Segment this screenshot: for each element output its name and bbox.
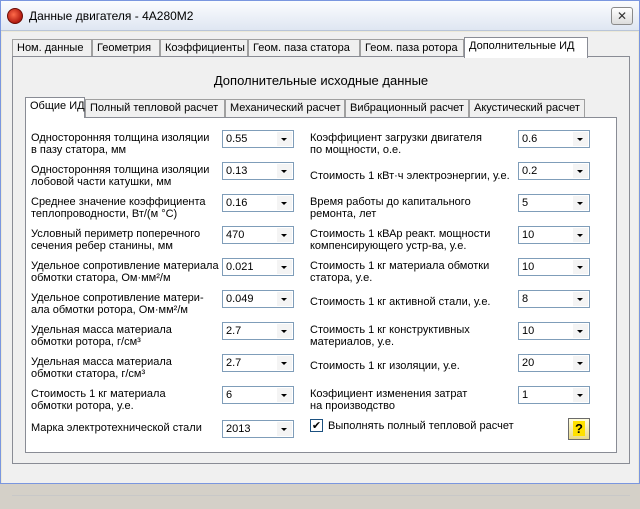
- stator-slot-insulation-select[interactable]: [222, 130, 294, 148]
- insulation-cost-select[interactable]: [518, 354, 590, 372]
- combo-value: 0.049: [226, 293, 254, 305]
- param-label: Стоимость 1 кг конструктивных: [310, 324, 470, 336]
- param-label: Коэффициент загрузки двигателя: [310, 132, 482, 144]
- chevron-down-icon[interactable]: [573, 388, 588, 402]
- chevron-down-icon[interactable]: [277, 324, 292, 338]
- chevron-down-icon[interactable]: [277, 132, 292, 146]
- tab-vibration-calc[interactable]: Вибрационный расчет: [345, 99, 469, 117]
- tab-nom-data[interactable]: Ном. данные: [12, 39, 92, 57]
- combo-value: 470: [226, 229, 245, 241]
- combo-value: 0.6: [522, 133, 538, 145]
- client-area: [2, 32, 638, 483]
- param-label: Стоимость 1 кг активной стали, у.е.: [310, 296, 491, 308]
- param-label: Односторонняя толщина изоляции: [31, 164, 210, 176]
- param-label: Односторонняя толщина изоляции: [31, 132, 210, 144]
- tab-additional-data[interactable]: Дополнительные ИД: [464, 37, 588, 58]
- param-label: Удельное сопротивление матери-: [31, 292, 204, 304]
- chevron-down-icon[interactable]: [277, 164, 292, 178]
- tab-coefficients[interactable]: Коэффициенты: [160, 39, 248, 57]
- chevron-down-icon[interactable]: [277, 260, 292, 274]
- param-label: ремонта, лет: [310, 208, 377, 220]
- param-label: статора, у.е.: [310, 272, 373, 284]
- tab-rotor-slot-geom[interactable]: Геом. паза ротора: [360, 39, 464, 57]
- chevron-down-icon[interactable]: [277, 356, 292, 370]
- combo-value: 2.7: [226, 357, 242, 369]
- tab-mechanical-calc[interactable]: Механический расчет: [225, 99, 345, 117]
- param-label: Время работы до капитального: [310, 196, 471, 208]
- rotor-winding-cost-select[interactable]: [222, 386, 294, 404]
- chevron-down-icon[interactable]: [573, 196, 588, 210]
- param-label: Стоимость 1 кг материала обмотки: [310, 260, 490, 272]
- energy-cost-select[interactable]: [518, 162, 590, 180]
- combo-value: 6: [226, 389, 233, 401]
- production-cost-factor-select[interactable]: [518, 386, 590, 404]
- combo-value: 1: [522, 389, 529, 401]
- window-title: Данные двигателя - 4А280М2: [29, 9, 194, 23]
- combo-value: 0.55: [226, 133, 248, 145]
- param-label: на производство: [310, 400, 396, 412]
- fin-perimeter-select[interactable]: [222, 226, 294, 244]
- combo-value: 0.2: [522, 165, 538, 177]
- tab-acoustic-calc[interactable]: Акустический расчет: [469, 99, 585, 117]
- additional-data-panel: [12, 56, 630, 464]
- param-label: ала обмотки ротора, Ом·мм²/м: [31, 304, 188, 316]
- chevron-down-icon[interactable]: [277, 388, 292, 402]
- chevron-down-icon[interactable]: [573, 132, 588, 146]
- section-title: Дополнительные исходные данные: [213, 73, 429, 88]
- rotor-resistivity-select[interactable]: [222, 290, 294, 308]
- param-label: Стоимость 1 кВАр реакт. мощности: [310, 228, 491, 240]
- active-steel-cost-select[interactable]: [518, 290, 590, 308]
- param-label: Среднее значение коэффициента: [31, 196, 206, 208]
- help-icon: ?: [575, 421, 583, 436]
- param-label: материалов, у.е.: [310, 336, 395, 348]
- steel-grade-select[interactable]: [222, 420, 294, 438]
- param-label: Удельная масса материала: [31, 324, 172, 336]
- combo-value: 0.13: [226, 165, 248, 177]
- param-label: Стоимость 1 кг материала: [31, 388, 166, 400]
- combo-value: 0.021: [226, 261, 254, 273]
- full-thermal-calc-checkbox[interactable]: ✔: [311, 419, 322, 432]
- param-label: сечения ребер станины, мм: [31, 240, 173, 252]
- full-thermal-calc-label: Выполнять полный тепловой расчет: [328, 420, 514, 432]
- param-label: обмотки статора, г/см³: [31, 368, 146, 380]
- close-button[interactable]: ✕: [611, 7, 633, 25]
- combo-value: 5: [522, 197, 529, 209]
- stator-resistivity-select[interactable]: [222, 258, 294, 276]
- param-label: Марка электротехнической стали: [31, 422, 202, 434]
- combo-value: 20: [522, 357, 535, 369]
- app-icon: [7, 8, 23, 24]
- param-label: лобовой части катушки, мм: [31, 176, 172, 188]
- param-label: Удельная масса материала: [31, 356, 172, 368]
- thermal-conductivity-select[interactable]: [222, 194, 294, 212]
- tab-full-thermal-calc[interactable]: Полный тепловой расчет: [85, 99, 225, 117]
- param-label: обмотки ротора, у.е.: [31, 400, 134, 412]
- chevron-down-icon[interactable]: [573, 292, 588, 306]
- param-label: теплопроводности, Вт/(м °С): [31, 208, 178, 220]
- bottom-bar: [12, 495, 630, 509]
- chevron-down-icon[interactable]: [573, 356, 588, 370]
- structural-materials-cost-select[interactable]: [518, 322, 590, 340]
- tab-stator-slot-geom[interactable]: Геом. паза статора: [248, 39, 360, 57]
- rotor-density-select[interactable]: [222, 322, 294, 340]
- inner-tab-strip: [25, 97, 617, 117]
- param-label: Коэфициент изменения затрат: [310, 388, 468, 400]
- chevron-down-icon[interactable]: [277, 196, 292, 210]
- chevron-down-icon[interactable]: [573, 164, 588, 178]
- tab-geometry[interactable]: Геометрия: [92, 39, 160, 57]
- tab-general-data[interactable]: Общие ИД: [25, 97, 85, 118]
- combo-value: 0.16: [226, 197, 248, 209]
- param-label: в пазу статора, мм: [31, 144, 127, 156]
- load-factor-select[interactable]: [518, 130, 590, 148]
- chevron-down-icon[interactable]: [573, 228, 588, 242]
- chevron-down-icon[interactable]: [573, 260, 588, 274]
- combo-value: 10: [522, 325, 535, 337]
- param-label: Условный периметр поперечного: [31, 228, 201, 240]
- param-label: обмотки статора, Ом·мм²/м: [31, 272, 171, 284]
- chevron-down-icon[interactable]: [573, 324, 588, 338]
- chevron-down-icon[interactable]: [277, 422, 292, 436]
- param-label: по мощности, о.е.: [310, 144, 402, 156]
- general-data-panel: [25, 117, 617, 453]
- param-label: Стоимость 1 кг изоляции, у.е.: [310, 360, 460, 372]
- chevron-down-icon[interactable]: [277, 228, 292, 242]
- end-winding-insulation-select[interactable]: [222, 162, 294, 180]
- param-label: обмотки ротора, г/см³: [31, 336, 141, 348]
- combo-value: 2013: [226, 423, 251, 435]
- param-label: Удельное сопротивление материала: [31, 260, 219, 272]
- combo-value: 2.7: [226, 325, 242, 337]
- param-label: компенсирующего устр-ва, у.е.: [310, 240, 467, 252]
- combo-value: 10: [522, 229, 535, 241]
- combo-value: 10: [522, 261, 535, 273]
- stator-density-select[interactable]: [222, 354, 294, 372]
- overhaul-period-select[interactable]: [518, 194, 590, 212]
- chevron-down-icon[interactable]: [277, 292, 292, 306]
- reactive-power-cost-select[interactable]: [518, 226, 590, 244]
- combo-value: 8: [522, 293, 529, 305]
- help-button[interactable]: [568, 418, 590, 440]
- param-label: Стоимость 1 кВт·ч электроэнергии, у.е.: [310, 170, 510, 182]
- title-bar: [1, 1, 639, 31]
- outer-tab-strip: [12, 37, 630, 57]
- stator-winding-cost-select[interactable]: [518, 258, 590, 276]
